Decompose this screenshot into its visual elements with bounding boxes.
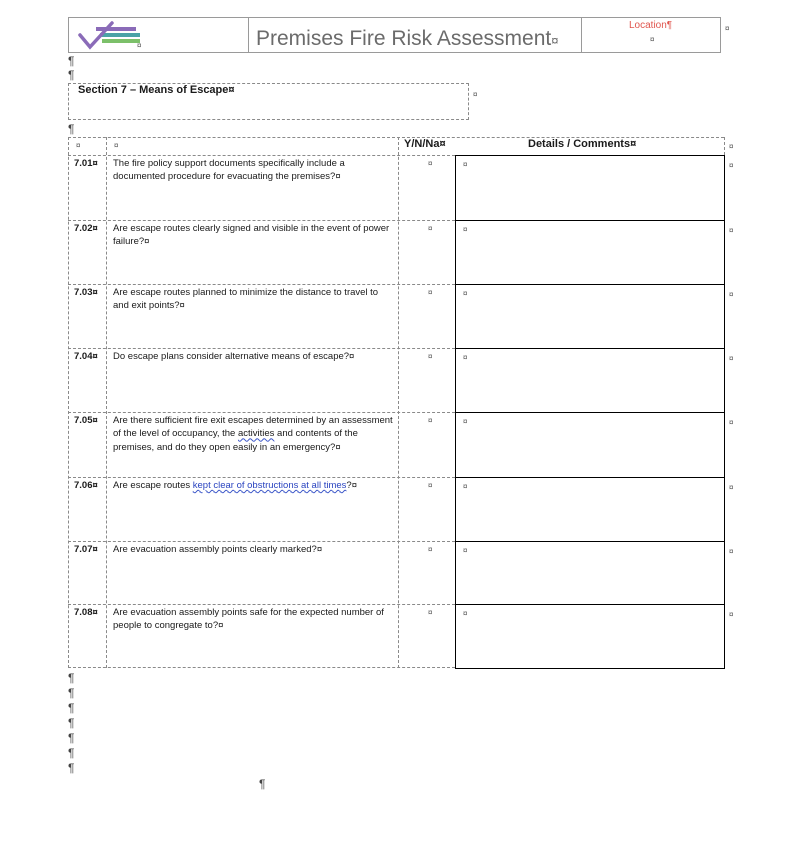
question-text: The fire policy support documents specifically include a documented procedure for evacuating the premises?¤: [113, 158, 345, 183]
answer-cell[interactable]: ¤: [428, 224, 433, 233]
question-number: 7.06¤: [74, 480, 98, 491]
details-box[interactable]: [455, 155, 725, 221]
paragraph-mark: ¶: [68, 746, 75, 760]
row-end-mark: ¤: [729, 610, 734, 619]
details-box[interactable]: [455, 477, 725, 542]
details-cell-mark: ¤: [463, 546, 468, 555]
column-header-details: Details / Comments¤: [528, 138, 637, 150]
grid-line: [398, 137, 399, 668]
grid-line: [68, 477, 455, 478]
grid-line: [68, 412, 455, 413]
question-text: Are escape routes clearly signed and visible in the event of power failure?¤: [113, 223, 390, 248]
paragraph-mark: ¶: [68, 671, 75, 685]
question-number: 7.07¤: [74, 544, 98, 555]
grid-line: [106, 137, 107, 668]
details-box[interactable]: [455, 541, 725, 605]
row-end-mark: ¤: [729, 290, 734, 299]
section-title: Section 7 – Means of Escape¤: [78, 84, 235, 96]
question-text: Are escape routes planned to minimize the distance to travel to and exit points?¤: [113, 287, 379, 312]
details-box[interactable]: [455, 348, 725, 413]
question-number: 7.01¤: [74, 158, 98, 169]
grid-line: [68, 541, 455, 542]
question-number: 7.03¤: [74, 287, 98, 298]
page-title: Premises Fire Risk Assessment¤: [256, 27, 559, 50]
answer-cell[interactable]: ¤: [428, 352, 433, 361]
paragraph-mark: ¶: [68, 716, 75, 730]
paragraph-mark: ¶: [259, 777, 266, 791]
spellcheck-flag: activities: [237, 428, 275, 440]
answer-cell[interactable]: ¤: [428, 159, 433, 168]
question-number: 7.02¤: [74, 223, 98, 234]
logo-cell-mark: ¤: [137, 41, 142, 50]
details-cell-mark: ¤: [463, 160, 468, 169]
grid-line: [68, 155, 455, 156]
question-text: Are there sufficient fire exit escapes determined by an assessment of the level of occupancy, the activities and contents of the premises, and do they open easily in an emergency?¤: [113, 415, 393, 453]
details-cell-mark: ¤: [463, 482, 468, 491]
question-text: Are evacuation assembly points safe for the expected number of people to congregate to?¤: [113, 607, 384, 632]
details-cell-mark: ¤: [463, 289, 468, 298]
column-header-mark: ¤: [76, 141, 81, 150]
question-text: Do escape plans consider alternative means of escape?¤: [113, 351, 355, 362]
header-row-end-mark: ¤: [729, 142, 734, 151]
paragraph-mark: ¶: [68, 686, 75, 700]
answer-cell[interactable]: ¤: [428, 481, 433, 490]
header-row-end-mark: ¤: [725, 24, 730, 33]
section-end-mark: ¤: [473, 90, 478, 99]
answer-cell[interactable]: ¤: [428, 545, 433, 554]
answer-cell[interactable]: ¤: [428, 608, 433, 617]
paragraph-mark: ¶: [68, 731, 75, 745]
row-end-mark: ¤: [729, 547, 734, 556]
grid-line: [68, 284, 455, 285]
details-box[interactable]: [455, 284, 725, 349]
question-number: 7.08¤: [74, 607, 98, 618]
answer-cell[interactable]: ¤: [428, 288, 433, 297]
details-cell-mark: ¤: [463, 609, 468, 618]
details-cell-mark: ¤: [463, 353, 468, 362]
grid-line: [68, 604, 455, 605]
location-cell-mark: ¤: [650, 35, 655, 44]
paragraph-mark: ¶: [68, 761, 75, 775]
row-end-mark: ¤: [729, 161, 734, 170]
question-number: 7.04¤: [74, 351, 98, 362]
details-cell-mark: ¤: [463, 417, 468, 426]
grid-line: [724, 137, 725, 155]
column-header-mark: ¤: [114, 141, 119, 150]
question-number: 7.05¤: [74, 415, 98, 426]
row-end-mark: ¤: [729, 418, 734, 427]
row-end-mark: ¤: [729, 354, 734, 363]
details-box[interactable]: [455, 412, 725, 478]
column-header-yn: Y/N/Na¤: [404, 138, 446, 150]
grid-line: [68, 348, 455, 349]
logo-bar-purple: [96, 27, 136, 31]
grid-line: [68, 667, 455, 668]
paragraph-mark: ¶: [68, 122, 75, 136]
row-end-mark: ¤: [729, 483, 734, 492]
details-box[interactable]: [455, 604, 725, 669]
logo-bar-green: [102, 39, 140, 43]
question-text: Are escape routes kept clear of obstructions at all times?¤: [113, 480, 357, 491]
grammar-flag: kept clear of obstructions at all times: [192, 480, 347, 491]
details-box[interactable]: [455, 220, 725, 285]
question-text: Are evacuation assembly points clearly marked?¤: [113, 544, 323, 555]
grid-line: [68, 137, 69, 668]
row-end-mark: ¤: [729, 226, 734, 235]
grid-line: [68, 220, 455, 221]
logo-cell: [68, 17, 249, 53]
details-cell-mark: ¤: [463, 225, 468, 234]
paragraph-mark: ¶: [68, 54, 75, 68]
location-label: Location¶: [629, 20, 673, 31]
paragraph-mark: ¶: [68, 701, 75, 715]
answer-cell[interactable]: ¤: [428, 416, 433, 425]
logo-bar-teal: [100, 33, 140, 37]
paragraph-mark: ¶: [68, 68, 75, 82]
